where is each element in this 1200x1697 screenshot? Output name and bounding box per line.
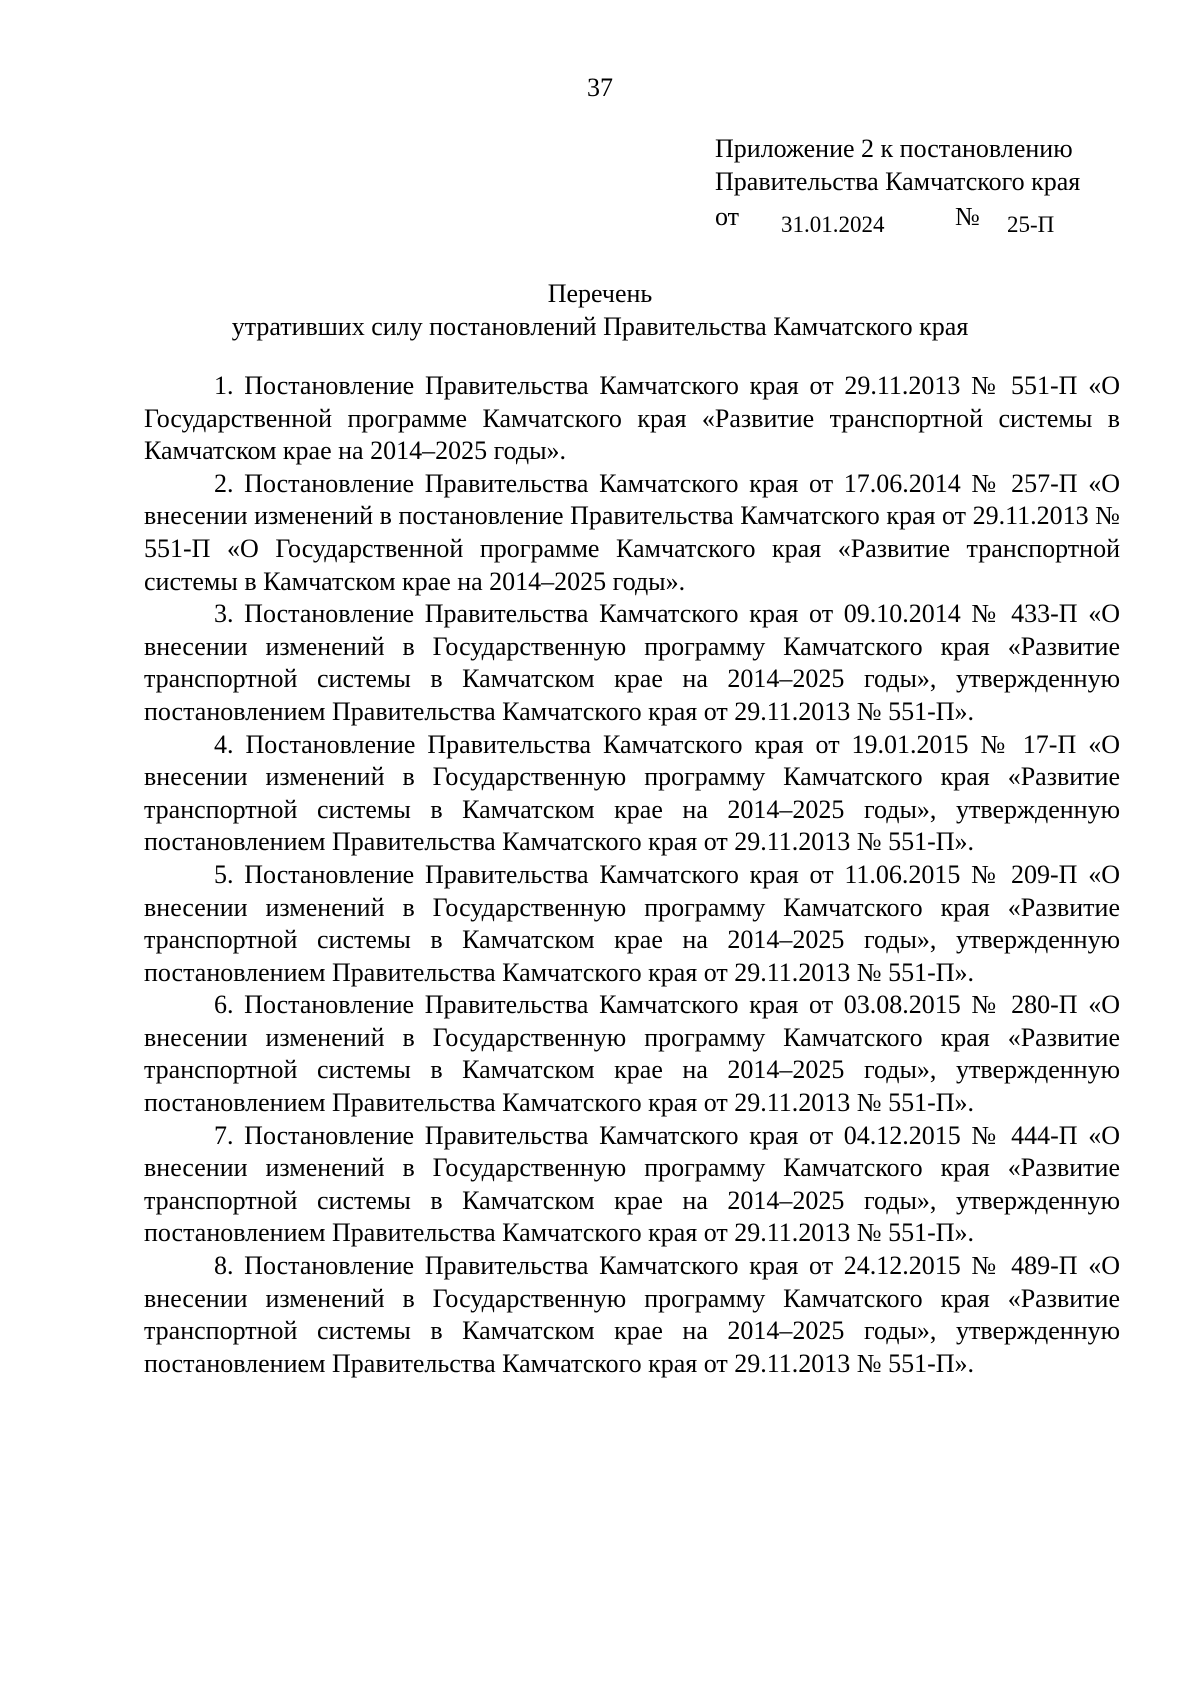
appendix-date: 31.01.2024 — [781, 212, 885, 237]
appendix-number: 25-П — [1007, 212, 1055, 237]
appendix-line-2: Правительства Камчатского края — [715, 167, 1081, 196]
page-number: 37 — [587, 73, 613, 102]
appendix-date-line — [715, 200, 1155, 240]
appendix-line-1: Приложение 2 к постановлению — [715, 134, 1073, 163]
list-item-1: 1. Постановление Правительства Камчатского края от 29.11.2013 № 551-П «О Государственной программе Камчатского края «Развитие транспортной системы в Камчатском крае на 2014–2025 годы». — [144, 371, 1120, 466]
list-item-5: 5. Постановление Правительства Камчатского края от 11.06.2015 № 209-П «О внесении изменений в Государственную программу Камчатского края «Развитие транспортной системы в Камчатском крае на 2014–2025 годы», утвержденную постановлением Правительства Камчатского края от 29.11.2013 № 551-П». — [144, 859, 1120, 987]
appendix-from-label: от — [715, 202, 740, 231]
list-item-4: 4. Постановление Правительства Камчатского края от 19.01.2015 № 17-П «О внесении изменений в Государственную программу Камчатского края «Развитие транспортной системы в Камчатском крае на 2014–2025 годы», утвержденную постановлением Правительства Камчатского края от 29.11.2013 № 551-П». — [144, 729, 1120, 857]
repealed-resolutions-list — [144, 370, 1120, 1380]
list-item-8: 8. Постановление Правительства Камчатского края от 24.12.2015 № 489-П «О внесении изменений в Государственную программу Камчатского края «Развитие транспортной системы в Камчатском крае на 2014–2025 годы», утвержденную постановлением Правительства Камчатского края от 29.11.2013 № 551-П». — [144, 1251, 1120, 1378]
list-item-7: 7. Постановление Правительства Камчатского края от 04.12.2015 № 444-П «О внесении изменений в Государственную программу Камчатского края «Развитие транспортной системы в Камчатском крае на 2014–2025 годы», утвержденную постановлением Правительства Камчатского края от 29.11.2013 № 551-П». — [144, 1120, 1120, 1248]
list-title-line-2: утративших силу постановлений Правительства Камчатского края — [231, 312, 969, 341]
appendix-header — [715, 132, 1155, 240]
appendix-number-sign: № — [955, 202, 980, 231]
list-title — [0, 277, 1200, 343]
list-item-3: 3. Постановление Правительства Камчатского края от 09.10.2014 № 433-П «О внесении изменений в Государственную программу Камчатского края «Развитие транспортной системы в Камчатском крае на 2014–2025 годы», утвержденную постановлением Правительства Камчатского края от 29.11.2013 № 551-П». — [144, 599, 1120, 726]
list-item-2: 2. Постановление Правительства Камчатского края от 17.06.2014 № 257-П «О внесении изменений в постановление Правительства Камчатского края от 29.11.2013 № 551-П «О Государственной программе Камчатского края «Развитие транспортной системы в Камчатском крае на 2014–2025 годы». — [144, 468, 1120, 596]
list-title-line-1: Перечень — [547, 279, 653, 308]
list-item-6: 6. Постановление Правительства Камчатского края от 03.08.2015 № 280-П «О внесении изменений в Государственную программу Камчатского края «Развитие транспортной системы в Камчатском крае на 2014–2025 годы», утвержденную постановлением Правительства Камчатского края от 29.11.2013 № 551-П». — [144, 990, 1120, 1118]
